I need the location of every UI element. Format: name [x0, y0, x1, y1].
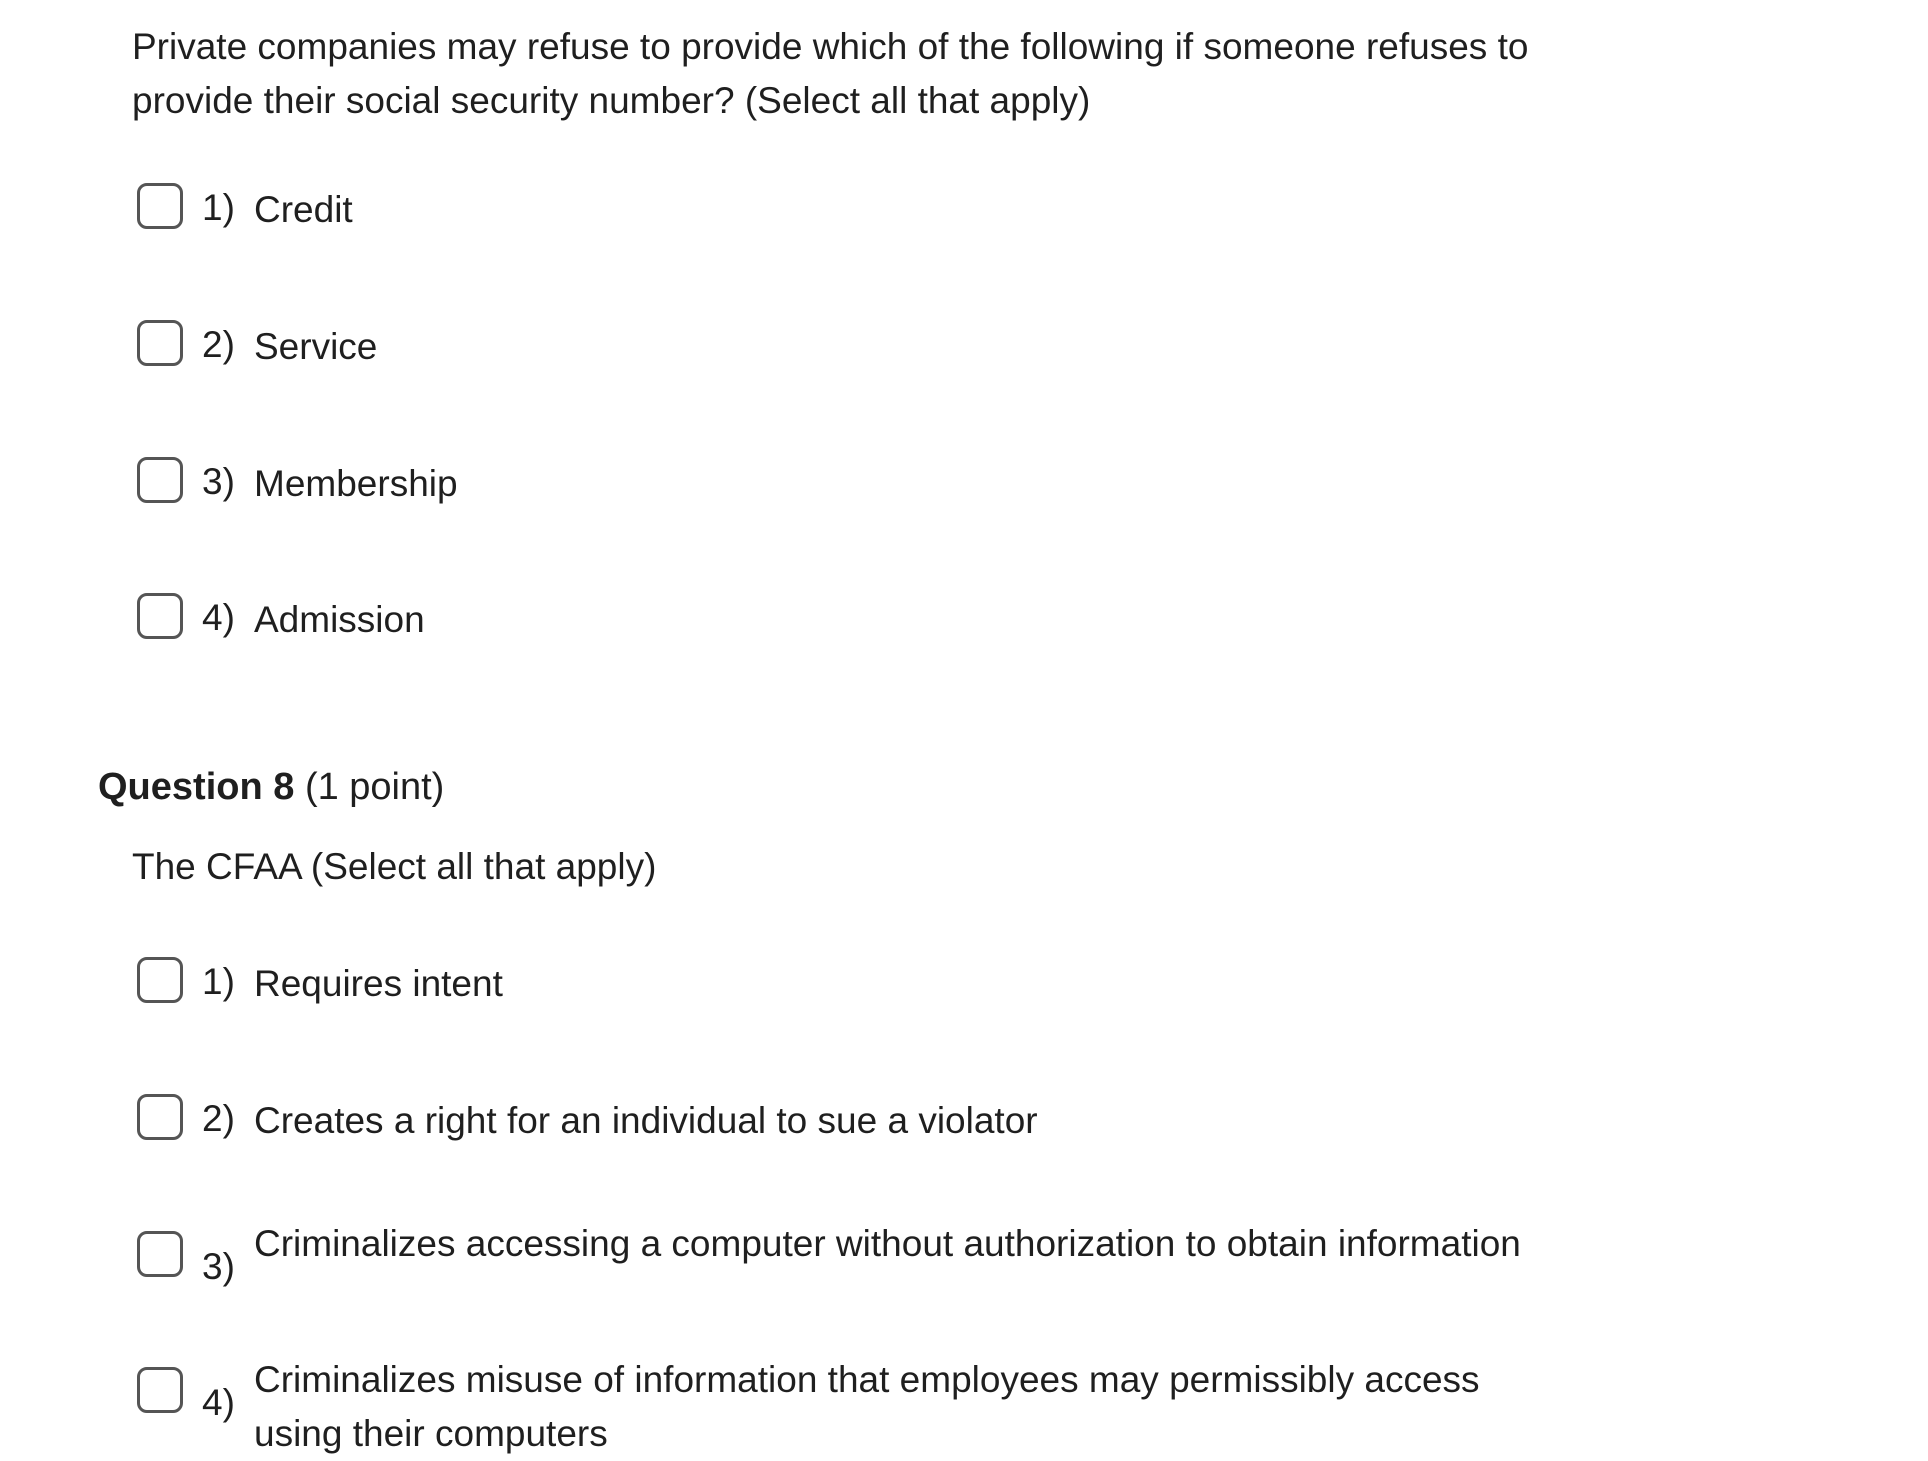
q7-option-service[interactable] — [137, 320, 1574, 374]
q7-checkbox-4[interactable] — [137, 593, 183, 639]
q8-checkbox-2[interactable] — [137, 1094, 183, 1140]
option-label: Criminalizes accessing a computer without authorization to obtain information — [254, 1223, 1521, 1264]
q8-option-right-to-sue[interactable] — [137, 1094, 1574, 1148]
q7-option-admission[interactable] — [137, 593, 1574, 647]
option-label: Requires intent — [254, 963, 503, 1004]
question-8-text: The CFAA (Select all that apply) — [132, 846, 657, 887]
question-7-text: Private companies may refuse to provide which of the following if someone refuses to provide their social security number? (Select all that apply) — [132, 26, 1529, 121]
q8-checkbox-1[interactable] — [137, 957, 183, 1003]
q7-checkbox-3[interactable] — [137, 457, 183, 503]
option-number: 3) — [202, 461, 235, 502]
q8-checkbox-4[interactable] — [137, 1367, 183, 1413]
option-number: 4) — [202, 1382, 235, 1423]
question-8-header — [98, 762, 444, 812]
option-number: 1) — [202, 961, 235, 1002]
option-label: Credit — [254, 189, 353, 230]
q8-checkbox-3[interactable] — [137, 1231, 183, 1277]
option-label: Service — [254, 326, 378, 367]
q8-option-unauthorized-access[interactable] — [137, 1217, 1574, 1287]
question-title: Question 8 — [98, 766, 295, 808]
option-number: 1) — [202, 187, 235, 228]
q8-option-misuse-of-information[interactable] — [137, 1353, 1574, 1461]
option-number: 2) — [202, 1098, 235, 1139]
option-number: 4) — [202, 597, 235, 638]
option-label: Admission — [254, 599, 425, 640]
q7-option-credit[interactable] — [137, 183, 1574, 237]
option-label: Criminalizes misuse of information that employees may permissibly access using their computers — [254, 1359, 1480, 1454]
q7-checkbox-1[interactable] — [137, 183, 183, 229]
option-number: 3) — [202, 1246, 235, 1287]
q7-checkbox-2[interactable] — [137, 320, 183, 366]
q7-option-membership[interactable] — [137, 457, 1574, 511]
option-label: Creates a right for an individual to sue a violator — [254, 1100, 1038, 1141]
option-number: 2) — [202, 324, 235, 365]
question-points: (1 point) — [304, 766, 445, 808]
q8-option-requires-intent[interactable] — [137, 957, 1574, 1011]
option-label: Membership — [254, 463, 458, 504]
